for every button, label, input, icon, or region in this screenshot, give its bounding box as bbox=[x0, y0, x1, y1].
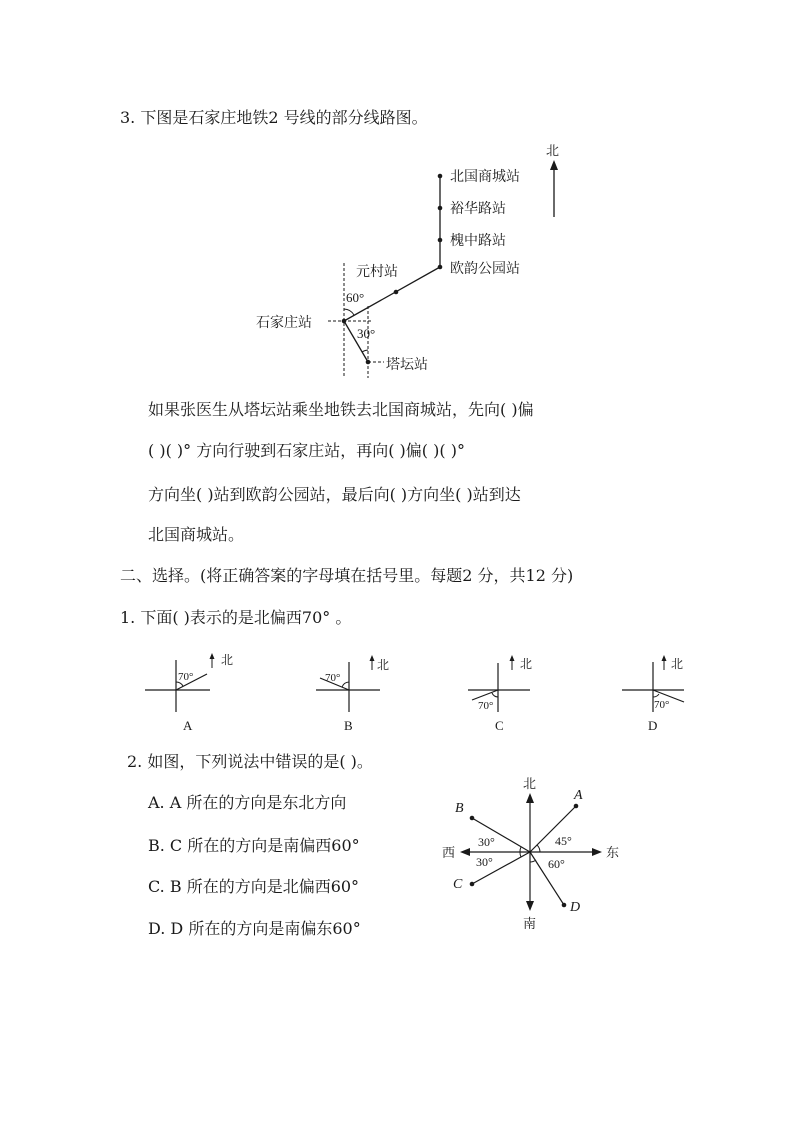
option-label: B bbox=[344, 718, 353, 733]
s2-q2-choice-d: D. D 所在的方向是南偏东60° bbox=[148, 919, 361, 938]
point-label: C bbox=[453, 877, 463, 892]
q3-title: 3. 下图是石家庄地铁2 号线的部分线路图。 bbox=[120, 108, 428, 127]
point-label: D bbox=[570, 900, 581, 915]
north-label: 北 bbox=[546, 144, 560, 159]
station-label: 塔坛站 bbox=[386, 357, 428, 373]
q3-paragraph-line: 方向坐( )站到欧韵公园站，最后向( )方向坐( )站到达 bbox=[148, 485, 521, 504]
svg-text:北: 北 bbox=[520, 657, 533, 671]
s2-q2-choice-b: B. C 所在的方向是南偏西60° bbox=[148, 836, 360, 855]
q3-paragraph-line: ( )( )° 方向行驶到石家庄站，再向( )偏( )( )° bbox=[148, 441, 465, 460]
q3-paragraph-line: 北国商城站。 bbox=[148, 525, 245, 544]
s2-q2-choice-a: A. A 所在的方向是东北方向 bbox=[148, 793, 347, 812]
option-label: C bbox=[495, 718, 504, 733]
q3-paragraph-line: 如果张医生从塔坛站乘坐地铁去北国商城站，先向( )偏 bbox=[148, 400, 534, 419]
svg-text:70°: 70° bbox=[325, 672, 341, 684]
option-label: A bbox=[183, 718, 193, 733]
station-label: 裕华路站 bbox=[450, 201, 506, 217]
point-label: A bbox=[574, 788, 583, 803]
compass-north-label: 北 bbox=[523, 777, 537, 792]
svg-text:北: 北 bbox=[377, 658, 390, 672]
s2-q2-choice-c: C. B 所在的方向是北偏西60° bbox=[148, 877, 360, 896]
angle-label: 30° bbox=[478, 835, 495, 849]
compass-east-label: 东 bbox=[606, 846, 620, 861]
station-label: 元村站 bbox=[356, 264, 398, 280]
station-label: 北国商城站 bbox=[450, 169, 520, 185]
svg-text:70°: 70° bbox=[654, 699, 670, 711]
s2-q2-text: 2. 如图，下列说法中错误的是( )。 bbox=[127, 752, 373, 771]
svg-text:北: 北 bbox=[221, 653, 234, 667]
svg-text:70°: 70° bbox=[478, 700, 494, 712]
svg-text:70°: 70° bbox=[178, 671, 194, 683]
angle-label: 45° bbox=[555, 834, 572, 848]
point-label: B bbox=[455, 801, 464, 816]
angle-label: 30° bbox=[357, 326, 376, 341]
s2-q1-text: 1. 下面( )表示的是北偏西70° 。 bbox=[120, 608, 352, 627]
svg-text:北: 北 bbox=[671, 657, 684, 671]
section2-title: 二、选择。(将正确答案的字母填在括号里。每题2 分，共12 分) bbox=[120, 566, 574, 585]
angle-label: 60° bbox=[548, 857, 565, 871]
station-label: 欧韵公园站 bbox=[450, 261, 520, 277]
compass-south-label: 南 bbox=[523, 917, 537, 932]
angle-label: 60° bbox=[346, 290, 365, 305]
compass-west-label: 西 bbox=[442, 846, 456, 861]
option-label: D bbox=[648, 718, 658, 733]
station-label: 槐中路站 bbox=[450, 233, 506, 249]
angle-label: 30° bbox=[476, 855, 493, 869]
station-label: 石家庄站 bbox=[256, 315, 312, 331]
